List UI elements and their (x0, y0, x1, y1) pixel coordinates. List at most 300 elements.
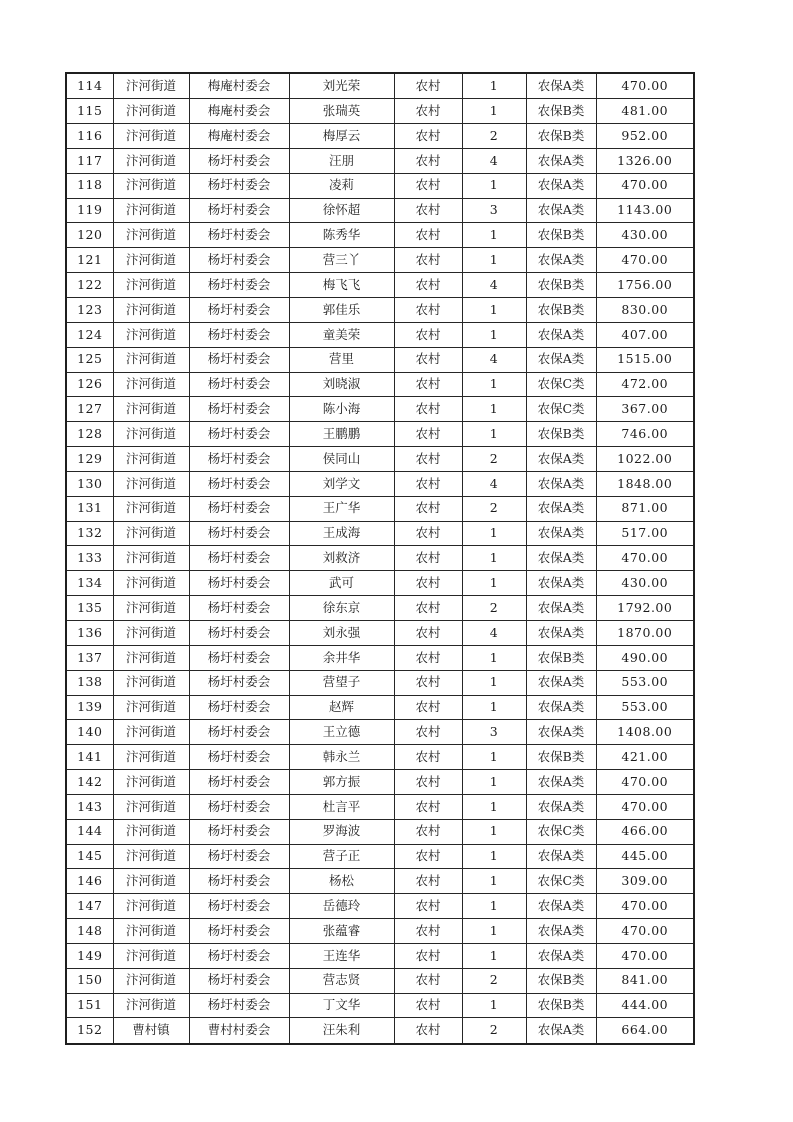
cell-amount: 470.00 (596, 919, 694, 944)
table-row (66, 298, 694, 323)
cell-name: 童美荣 (289, 322, 394, 347)
table-row (66, 571, 694, 596)
cell-amount: 470.00 (596, 173, 694, 198)
cell-name: 刘救济 (289, 546, 394, 571)
cell-count: 1 (462, 298, 526, 323)
cell-count: 1 (462, 819, 526, 844)
cell-amount: 1022.00 (596, 447, 694, 472)
cell-seq: 120 (66, 223, 113, 248)
cell-village: 杨圩村委会 (189, 372, 289, 397)
cell-type: 农村 (394, 173, 462, 198)
cell-street: 汴河街道 (113, 248, 189, 273)
cell-name: 张蕴睿 (289, 919, 394, 944)
cell-category: 农保A类 (526, 173, 596, 198)
cell-name: 营望子 (289, 670, 394, 695)
cell-type: 农村 (394, 248, 462, 273)
cell-count: 4 (462, 620, 526, 645)
cell-category: 农保B类 (526, 993, 596, 1018)
cell-seq: 144 (66, 819, 113, 844)
table-row (66, 173, 694, 198)
cell-category: 农保A类 (526, 248, 596, 273)
cell-amount: 430.00 (596, 571, 694, 596)
cell-category: 农保A类 (526, 471, 596, 496)
cell-type: 农村 (394, 422, 462, 447)
cell-type: 农村 (394, 819, 462, 844)
cell-street: 汴河街道 (113, 447, 189, 472)
cell-village: 杨圩村委会 (189, 546, 289, 571)
cell-category: 农保A类 (526, 1018, 596, 1044)
table-row (66, 968, 694, 993)
cell-name: 罗海波 (289, 819, 394, 844)
cell-count: 1 (462, 223, 526, 248)
cell-village: 杨圩村委会 (189, 298, 289, 323)
cell-village: 杨圩村委会 (189, 496, 289, 521)
cell-count: 2 (462, 447, 526, 472)
cell-street: 汴河街道 (113, 993, 189, 1018)
cell-category: 农保B类 (526, 273, 596, 298)
cell-street: 汴河街道 (113, 745, 189, 770)
cell-category: 农保A类 (526, 720, 596, 745)
cell-seq: 124 (66, 322, 113, 347)
cell-village: 杨圩村委会 (189, 695, 289, 720)
cell-village: 杨圩村委会 (189, 148, 289, 173)
cell-name: 刘永强 (289, 620, 394, 645)
cell-count: 4 (462, 471, 526, 496)
cell-category: 农保A类 (526, 322, 596, 347)
cell-category: 农保A类 (526, 198, 596, 223)
cell-name: 刘晓淑 (289, 372, 394, 397)
cell-type: 农村 (394, 73, 462, 99)
cell-category: 农保A类 (526, 844, 596, 869)
table-row (66, 471, 694, 496)
table-row (66, 794, 694, 819)
cell-amount: 481.00 (596, 99, 694, 124)
cell-name: 杨松 (289, 869, 394, 894)
cell-category: 农保A类 (526, 148, 596, 173)
table-row (66, 695, 694, 720)
cell-village: 杨圩村委会 (189, 819, 289, 844)
cell-type: 农村 (394, 993, 462, 1018)
cell-village: 杨圩村委会 (189, 322, 289, 347)
cell-type: 农村 (394, 770, 462, 795)
cell-count: 1 (462, 422, 526, 447)
cell-amount: 553.00 (596, 695, 694, 720)
cell-count: 1 (462, 794, 526, 819)
cell-type: 农村 (394, 496, 462, 521)
cell-seq: 132 (66, 521, 113, 546)
cell-category: 农保B类 (526, 968, 596, 993)
cell-category: 农保A类 (526, 620, 596, 645)
subsidy-table (65, 72, 695, 1045)
cell-seq: 135 (66, 596, 113, 621)
cell-village: 杨圩村委会 (189, 869, 289, 894)
cell-type: 农村 (394, 794, 462, 819)
table-row (66, 372, 694, 397)
table-row (66, 322, 694, 347)
cell-name: 陈秀华 (289, 223, 394, 248)
table-row (66, 124, 694, 149)
cell-type: 农村 (394, 894, 462, 919)
cell-type: 农村 (394, 148, 462, 173)
cell-category: 农保B类 (526, 745, 596, 770)
table-row (66, 198, 694, 223)
cell-category: 农保A类 (526, 794, 596, 819)
cell-seq: 152 (66, 1018, 113, 1044)
cell-type: 农村 (394, 919, 462, 944)
cell-amount: 407.00 (596, 322, 694, 347)
cell-village: 梅庵村委会 (189, 99, 289, 124)
cell-count: 2 (462, 968, 526, 993)
table-row (66, 869, 694, 894)
cell-name: 杜言平 (289, 794, 394, 819)
table-row (66, 546, 694, 571)
cell-category: 农保A类 (526, 943, 596, 968)
cell-village: 杨圩村委会 (189, 745, 289, 770)
cell-name: 陈小海 (289, 397, 394, 422)
cell-seq: 146 (66, 869, 113, 894)
cell-seq: 139 (66, 695, 113, 720)
cell-street: 汴河街道 (113, 844, 189, 869)
cell-count: 1 (462, 322, 526, 347)
cell-village: 杨圩村委会 (189, 571, 289, 596)
cell-count: 1 (462, 248, 526, 273)
cell-category: 农保A类 (526, 770, 596, 795)
cell-count: 1 (462, 869, 526, 894)
cell-name: 韩永兰 (289, 745, 394, 770)
cell-count: 1 (462, 546, 526, 571)
cell-amount: 445.00 (596, 844, 694, 869)
cell-name: 丁文华 (289, 993, 394, 1018)
cell-category: 农保C类 (526, 372, 596, 397)
cell-type: 农村 (394, 322, 462, 347)
table-row (66, 248, 694, 273)
cell-count: 4 (462, 347, 526, 372)
cell-count: 3 (462, 198, 526, 223)
table-row (66, 397, 694, 422)
cell-street: 汴河街道 (113, 695, 189, 720)
cell-type: 农村 (394, 273, 462, 298)
cell-amount: 470.00 (596, 248, 694, 273)
cell-count: 1 (462, 73, 526, 99)
cell-seq: 147 (66, 894, 113, 919)
table-row (66, 943, 694, 968)
cell-category: 农保A类 (526, 596, 596, 621)
cell-street: 汴河街道 (113, 919, 189, 944)
table-row (66, 223, 694, 248)
cell-category: 农保C类 (526, 869, 596, 894)
cell-name: 刘光荣 (289, 73, 394, 99)
cell-amount: 517.00 (596, 521, 694, 546)
cell-amount: 470.00 (596, 770, 694, 795)
cell-amount: 1143.00 (596, 198, 694, 223)
cell-category: 农保B类 (526, 223, 596, 248)
cell-seq: 141 (66, 745, 113, 770)
cell-name: 梅飞飞 (289, 273, 394, 298)
cell-count: 2 (462, 596, 526, 621)
cell-name: 营里 (289, 347, 394, 372)
table-row (66, 720, 694, 745)
cell-category: 农保B类 (526, 298, 596, 323)
table-row (66, 422, 694, 447)
cell-name: 张瑞英 (289, 99, 394, 124)
cell-seq: 138 (66, 670, 113, 695)
cell-amount: 664.00 (596, 1018, 694, 1044)
cell-seq: 127 (66, 397, 113, 422)
cell-seq: 126 (66, 372, 113, 397)
table-row (66, 521, 694, 546)
cell-seq: 129 (66, 447, 113, 472)
cell-village: 杨圩村委会 (189, 645, 289, 670)
cell-count: 4 (462, 273, 526, 298)
cell-village: 杨圩村委会 (189, 273, 289, 298)
cell-name: 武可 (289, 571, 394, 596)
cell-seq: 151 (66, 993, 113, 1018)
cell-count: 1 (462, 645, 526, 670)
cell-street: 汴河街道 (113, 670, 189, 695)
cell-type: 农村 (394, 447, 462, 472)
cell-street: 汴河街道 (113, 720, 189, 745)
cell-seq: 142 (66, 770, 113, 795)
cell-street: 汴河街道 (113, 546, 189, 571)
cell-seq: 149 (66, 943, 113, 968)
cell-village: 杨圩村委会 (189, 620, 289, 645)
cell-amount: 1515.00 (596, 347, 694, 372)
table-row (66, 745, 694, 770)
cell-amount: 472.00 (596, 372, 694, 397)
cell-street: 汴河街道 (113, 298, 189, 323)
cell-village: 杨圩村委会 (189, 173, 289, 198)
table-row (66, 894, 694, 919)
cell-village: 杨圩村委会 (189, 943, 289, 968)
cell-name: 王立德 (289, 720, 394, 745)
cell-name: 余井华 (289, 645, 394, 670)
cell-amount: 841.00 (596, 968, 694, 993)
table-row (66, 347, 694, 372)
cell-seq: 140 (66, 720, 113, 745)
cell-category: 农保A类 (526, 894, 596, 919)
cell-name: 王鹏鹏 (289, 422, 394, 447)
cell-village: 杨圩村委会 (189, 471, 289, 496)
cell-count: 3 (462, 720, 526, 745)
cell-seq: 117 (66, 148, 113, 173)
cell-street: 汴河街道 (113, 521, 189, 546)
cell-category: 农保A类 (526, 447, 596, 472)
cell-street: 汴河街道 (113, 347, 189, 372)
cell-seq: 133 (66, 546, 113, 571)
cell-category: 农保A类 (526, 521, 596, 546)
cell-seq: 119 (66, 198, 113, 223)
cell-name: 王广华 (289, 496, 394, 521)
cell-count: 1 (462, 173, 526, 198)
cell-count: 1 (462, 943, 526, 968)
table-row (66, 1018, 694, 1044)
cell-seq: 148 (66, 919, 113, 944)
cell-street: 汴河街道 (113, 894, 189, 919)
cell-category: 农保A类 (526, 546, 596, 571)
table-body (66, 73, 694, 1044)
cell-count: 1 (462, 919, 526, 944)
cell-village: 杨圩村委会 (189, 919, 289, 944)
cell-amount: 746.00 (596, 422, 694, 447)
cell-street: 汴河街道 (113, 471, 189, 496)
cell-type: 农村 (394, 124, 462, 149)
cell-name: 岳德玲 (289, 894, 394, 919)
cell-name: 侯同山 (289, 447, 394, 472)
cell-village: 梅庵村委会 (189, 124, 289, 149)
cell-category: 农保A类 (526, 496, 596, 521)
cell-type: 农村 (394, 571, 462, 596)
cell-name: 营志贤 (289, 968, 394, 993)
cell-seq: 131 (66, 496, 113, 521)
cell-type: 农村 (394, 745, 462, 770)
cell-amount: 553.00 (596, 670, 694, 695)
cell-village: 杨圩村委会 (189, 794, 289, 819)
cell-type: 农村 (394, 298, 462, 323)
cell-category: 农保C类 (526, 819, 596, 844)
cell-village: 杨圩村委会 (189, 347, 289, 372)
cell-category: 农保A类 (526, 919, 596, 944)
cell-village: 杨圩村委会 (189, 248, 289, 273)
cell-amount: 470.00 (596, 73, 694, 99)
cell-category: 农保A类 (526, 571, 596, 596)
cell-village: 杨圩村委会 (189, 521, 289, 546)
cell-name: 汪朋 (289, 148, 394, 173)
cell-count: 1 (462, 695, 526, 720)
cell-street: 曹村镇 (113, 1018, 189, 1044)
cell-count: 2 (462, 124, 526, 149)
cell-category: 农保A类 (526, 347, 596, 372)
cell-street: 汴河街道 (113, 148, 189, 173)
table-row (66, 73, 694, 99)
cell-seq: 115 (66, 99, 113, 124)
cell-seq: 125 (66, 347, 113, 372)
cell-street: 汴河街道 (113, 794, 189, 819)
cell-amount: 1870.00 (596, 620, 694, 645)
cell-type: 农村 (394, 1018, 462, 1044)
cell-village: 杨圩村委会 (189, 844, 289, 869)
table-row (66, 596, 694, 621)
cell-village: 杨圩村委会 (189, 968, 289, 993)
cell-name: 郭佳乐 (289, 298, 394, 323)
cell-street: 汴河街道 (113, 273, 189, 298)
cell-street: 汴河街道 (113, 645, 189, 670)
cell-count: 2 (462, 1018, 526, 1044)
cell-type: 农村 (394, 869, 462, 894)
cell-category: 农保A类 (526, 695, 596, 720)
cell-type: 农村 (394, 372, 462, 397)
cell-amount: 1326.00 (596, 148, 694, 173)
cell-category: 农保A类 (526, 73, 596, 99)
cell-street: 汴河街道 (113, 99, 189, 124)
cell-village: 杨圩村委会 (189, 670, 289, 695)
cell-amount: 421.00 (596, 745, 694, 770)
cell-street: 汴河街道 (113, 943, 189, 968)
cell-seq: 150 (66, 968, 113, 993)
table-row (66, 645, 694, 670)
cell-type: 农村 (394, 620, 462, 645)
cell-amount: 470.00 (596, 546, 694, 571)
cell-type: 农村 (394, 347, 462, 372)
cell-category: 农保B类 (526, 645, 596, 670)
cell-street: 汴河街道 (113, 372, 189, 397)
cell-count: 1 (462, 99, 526, 124)
cell-count: 1 (462, 844, 526, 869)
cell-seq: 136 (66, 620, 113, 645)
cell-count: 4 (462, 148, 526, 173)
table-row (66, 496, 694, 521)
cell-seq: 130 (66, 471, 113, 496)
table-row (66, 670, 694, 695)
table-row (66, 148, 694, 173)
cell-type: 农村 (394, 695, 462, 720)
cell-count: 1 (462, 993, 526, 1018)
cell-seq: 134 (66, 571, 113, 596)
table-row (66, 844, 694, 869)
cell-name: 郭方振 (289, 770, 394, 795)
cell-amount: 1792.00 (596, 596, 694, 621)
cell-street: 汴河街道 (113, 322, 189, 347)
cell-village: 杨圩村委会 (189, 198, 289, 223)
cell-village: 曹村村委会 (189, 1018, 289, 1044)
cell-category: 农保B类 (526, 422, 596, 447)
cell-seq: 123 (66, 298, 113, 323)
cell-seq: 137 (66, 645, 113, 670)
cell-type: 农村 (394, 968, 462, 993)
cell-village: 杨圩村委会 (189, 447, 289, 472)
table-row (66, 919, 694, 944)
cell-type: 农村 (394, 596, 462, 621)
cell-amount: 466.00 (596, 819, 694, 844)
cell-count: 1 (462, 397, 526, 422)
cell-type: 农村 (394, 223, 462, 248)
table-row (66, 819, 694, 844)
cell-name: 汪朱利 (289, 1018, 394, 1044)
table-row (66, 993, 694, 1018)
cell-name: 凌莉 (289, 173, 394, 198)
cell-amount: 470.00 (596, 794, 694, 819)
table-row (66, 273, 694, 298)
cell-street: 汴河街道 (113, 223, 189, 248)
cell-street: 汴河街道 (113, 422, 189, 447)
cell-type: 农村 (394, 943, 462, 968)
cell-count: 1 (462, 770, 526, 795)
cell-type: 农村 (394, 670, 462, 695)
cell-village: 杨圩村委会 (189, 894, 289, 919)
cell-amount: 470.00 (596, 894, 694, 919)
cell-name: 徐东京 (289, 596, 394, 621)
cell-type: 农村 (394, 720, 462, 745)
cell-name: 徐怀超 (289, 198, 394, 223)
cell-count: 1 (462, 521, 526, 546)
cell-village: 杨圩村委会 (189, 422, 289, 447)
cell-type: 农村 (394, 645, 462, 670)
cell-name: 王成海 (289, 521, 394, 546)
cell-amount: 309.00 (596, 869, 694, 894)
cell-amount: 871.00 (596, 496, 694, 521)
cell-type: 农村 (394, 99, 462, 124)
cell-seq: 116 (66, 124, 113, 149)
cell-name: 刘学文 (289, 471, 394, 496)
cell-category: 农保A类 (526, 670, 596, 695)
cell-village: 杨圩村委会 (189, 596, 289, 621)
cell-amount: 430.00 (596, 223, 694, 248)
cell-seq: 114 (66, 73, 113, 99)
cell-street: 汴河街道 (113, 173, 189, 198)
cell-name: 赵辉 (289, 695, 394, 720)
cell-count: 1 (462, 894, 526, 919)
cell-amount: 830.00 (596, 298, 694, 323)
cell-type: 农村 (394, 546, 462, 571)
